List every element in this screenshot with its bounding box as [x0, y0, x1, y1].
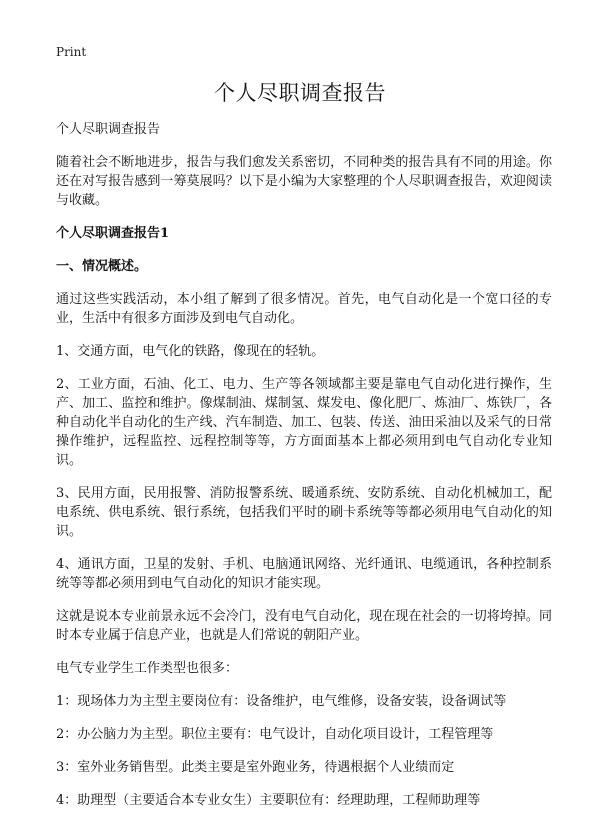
section-heading: 个人尽职调查报告1	[56, 226, 170, 241]
document-title: 个人尽职调查报告	[214, 81, 386, 105]
paragraph: 4、通讯方面，卫星的发射、手机、电脑通讯网络、光纤通讯、电缆通讯，各种控制系统等等都必须用到电气自动化的知识才能实现。	[56, 557, 552, 591]
paragraph: 2、工业方面，石油、化工、电力、生产等各领域都主要是靠电气自动化进行操作，生产、加工、监控和维护。像煤制油、煤制氢、煤发电、像化肥厂、炼油厂、炼铁厂，各种自动化半自动化的生产线、汽车制造、加工、包装、传送、油田采油以及采气的日常操作维护，远程监控、远程控制等等，方方面面基本上都必须用到电气自动化专业知识。	[56, 377, 552, 468]
paragraph: 电气专业学生工作类型也很多：	[56, 661, 239, 676]
paragraph: 随着社会不断地进步，报告与我们愈发关系密切，不同种类的报告具有不同的用途。你还在对写报告感到一筹莫展吗？以下是小编为大家整理的个人尽职调查报告，欢迎阅读与收藏。	[56, 155, 552, 208]
section-heading: 一、情况概述。	[56, 259, 148, 274]
paragraph: 个人尽职调查报告	[56, 122, 161, 137]
paragraph: 通过这些实践活动，本小组了解到了很多情况。首先，电气自动化是一个宽口径的专业，生活中有很多方面涉及到电气自动化。	[56, 292, 552, 326]
paragraph: 3、民用方面，民用报警、消防报警系统、暖通系统、安防系统、自动化机械加工，配电系统、供电系统、银行系统，包括我们平时的刷卡系统等等都必须用电气自动化的知识。	[56, 486, 552, 539]
document-body	[56, 120, 552, 810]
paragraph: 1、交通方面，电气化的铁路，像现在的轻轨。	[56, 344, 325, 359]
paragraph: 2：办公脑力为主型。职位主要有：电气设计，自动化项目设计，工程管理等	[56, 727, 494, 742]
paragraph: 3：室外业务销售型。此类主要是室外跑业务，待遇根据个人业绩而定	[56, 760, 455, 775]
print-link[interactable]: Print	[56, 45, 87, 59]
paragraph: 1：现场体力为主型主要岗位有：设备维护，电气维修，设备安装，设备调试等	[56, 694, 507, 709]
paragraph: 4：助理型（主要适合本专业女生）主要职位有：经理助理，工程师助理等	[56, 793, 481, 808]
paragraph: 这就是说本专业前景永远不会冷门，没有电气自动化，现在现在社会的一切将垮掉。同时本专业属于信息产业，也就是人们常说的朝阳产业。	[56, 609, 552, 643]
